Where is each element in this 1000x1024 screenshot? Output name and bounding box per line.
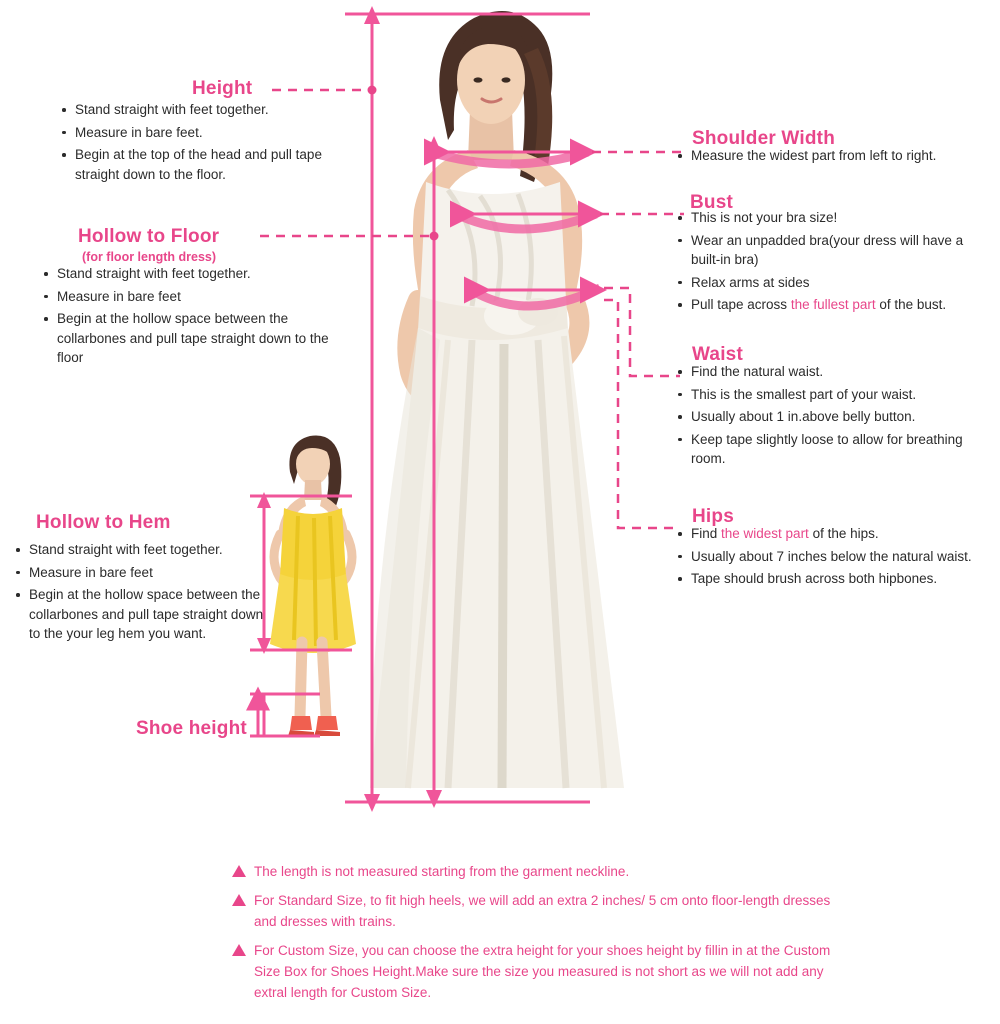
hollow-to-floor-subheading: (for floor length dress) [82, 250, 217, 264]
shoe-height-section [136, 718, 247, 740]
hollow-to-floor-list [42, 264, 342, 371]
note-text: For Standard Size, to fit high heels, we will add an extra 2 inches/ 5 cm onto floor-length dresses and dresses with trains. [254, 892, 831, 929]
bust-pre: Pull tape across [691, 297, 791, 313]
bust-list [676, 208, 996, 318]
list-item: Measure in bare feet. [60, 123, 360, 143]
list-item: Relax arms at sides [676, 273, 996, 293]
list-item: Usually about 7 inches below the natural waist. [676, 547, 992, 567]
warning-triangle-icon [232, 865, 246, 877]
list-item: Usually about 1 in.above belly button. [676, 407, 988, 427]
shoulder-width-heading: Shoulder Width [692, 128, 835, 149]
hollow-to-hem-list [14, 540, 266, 647]
shoulder-width-list [676, 146, 998, 169]
list-item: This is the smallest part of your waist. [676, 385, 988, 405]
list-item: Keep tape slightly loose to allow for breathing room. [676, 430, 988, 469]
list-item: Begin at the hollow space between the collarbones and pull tape straight down to the your leg hem you want. [14, 585, 266, 644]
hollow-to-floor-heading: Hollow to Floor [78, 226, 220, 247]
list-item: Begin at the hollow space between the collarbones and pull tape straight down to the floor [42, 309, 342, 368]
list-item: Stand straight with feet together. [60, 100, 360, 120]
list-item: This is not your bra size! [676, 208, 996, 228]
tall-model-photo [352, 0, 634, 812]
list-item: Find the natural waist. [676, 362, 988, 382]
note-item [232, 862, 832, 883]
hips-post: of the hips. [808, 526, 879, 541]
bust-post: of the bust. [875, 297, 947, 313]
short-dress-model-photo [258, 430, 366, 750]
list-item: Measure in bare feet [14, 563, 266, 583]
hips-list [676, 524, 992, 592]
list-item: Stand straight with feet together. [42, 264, 342, 284]
note-text: For Custom Size, you can choose the extra height for your shoes height by fillin in at the Custom Size Box for Shoes Height.Make sure the size you measured is not short as we will not add any extral length for Custom Size. [254, 942, 831, 1000]
list-item: Measure the widest part from left to right. [676, 146, 998, 166]
warning-triangle-icon [232, 944, 246, 956]
note-item [232, 891, 832, 933]
hips-heading: Hips [692, 506, 734, 527]
waist-list [676, 362, 988, 472]
list-item: Wear an unpadded bra(your dress will have a built-in bra) [676, 231, 996, 270]
hollow-to-floor-section [78, 226, 219, 264]
footer-notes [232, 862, 832, 1012]
waist-heading: Waist [692, 344, 743, 365]
bust-highlight: the fullest part [790, 297, 876, 313]
note-text: The length is not measured starting from the garment neckline. [254, 864, 630, 879]
shoe-height-heading: Shoe height [136, 718, 247, 739]
hips-pre: Find [691, 526, 722, 541]
list-item: Tape should brush across both hipbones. [676, 569, 992, 589]
height-heading: Height [192, 78, 253, 99]
hollow-to-hem-heading: Hollow to Hem [36, 512, 171, 533]
bust-heading: Bust [690, 192, 734, 213]
list-item: Begin at the top of the head and pull tape straight down to the floor. [60, 145, 360, 184]
height-section [192, 78, 252, 100]
warning-triangle-icon [232, 894, 246, 906]
note-item [232, 941, 832, 1004]
hips-highlight: the widest part [721, 526, 809, 541]
list-item-hips-widest [676, 524, 992, 544]
list-item: Measure in bare feet [42, 287, 342, 307]
list-item: Stand straight with feet together. [14, 540, 266, 560]
height-list [60, 100, 360, 187]
list-item-bust-fullest [676, 295, 996, 315]
hollow-to-hem-section [36, 512, 171, 534]
